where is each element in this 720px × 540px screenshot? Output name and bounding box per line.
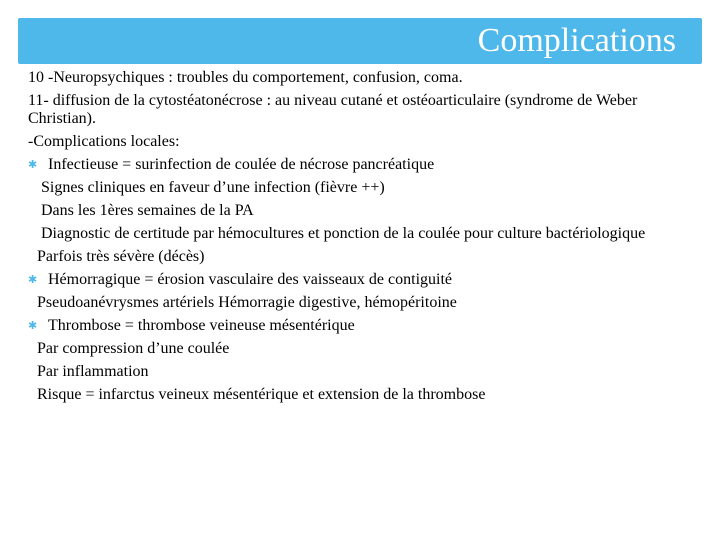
text-line-complications-locales: -Complications locales: <box>28 133 180 150</box>
bullet-item-infectieuse <box>28 156 698 174</box>
bullet-asterisk-icon: ✱ <box>28 158 38 171</box>
bullet-asterisk-icon: ✱ <box>28 273 38 286</box>
sub-item-pseudoanevrysmes: Pseudoanévrysmes artériels Hémorragie digestive, hémopéritoine <box>37 294 457 311</box>
sub-item-premieres-semaines: Dans les 1ères semaines de la PA <box>41 202 254 219</box>
bullet-item-thrombose <box>28 317 698 335</box>
bullet-text: Hémorragique = érosion vasculaire des vaisseaux de contiguité <box>48 271 452 288</box>
sub-item-inflammation: Par inflammation <box>37 363 149 380</box>
slide-title: Complications <box>477 22 676 59</box>
text-line-neuropsychiques: 10 -Neuropsychiques : troubles du comportement, confusion, coma. <box>28 69 463 86</box>
sub-item-compression: Par compression d’une coulée <box>37 340 230 357</box>
bullet-text: Infectieuse = surinfection de coulée de nécrose pancréatique <box>48 156 435 173</box>
title-bar <box>18 18 702 64</box>
text-line-cytosteatonecrose: 11- diffusion de la cytostéatonécrose : au niveau cutané et ostéoarticulaire (syndrome de Weber Christian). <box>28 92 638 127</box>
bullet-text: Thrombose = thrombose veineuse mésentérique <box>48 317 355 334</box>
sub-item-parfois-severe: Parfois très sévère (décès) <box>37 248 205 265</box>
sub-item-risque: Risque = infarctus veineux mésentérique et extension de la thrombose <box>37 386 486 403</box>
bullet-asterisk-icon: ✱ <box>28 319 38 332</box>
sub-item-signes-cliniques: Signes cliniques en faveur d’une infection (fièvre ++) <box>41 179 385 196</box>
sub-item-diagnostic <box>28 225 698 243</box>
slide-body <box>28 66 698 404</box>
bullet-item-hemorragique <box>28 271 698 289</box>
sub-item-diagnostic-text: Diagnostic de certitude par hémocultures et ponction de la coulée pour culture bactériologique <box>41 225 646 242</box>
